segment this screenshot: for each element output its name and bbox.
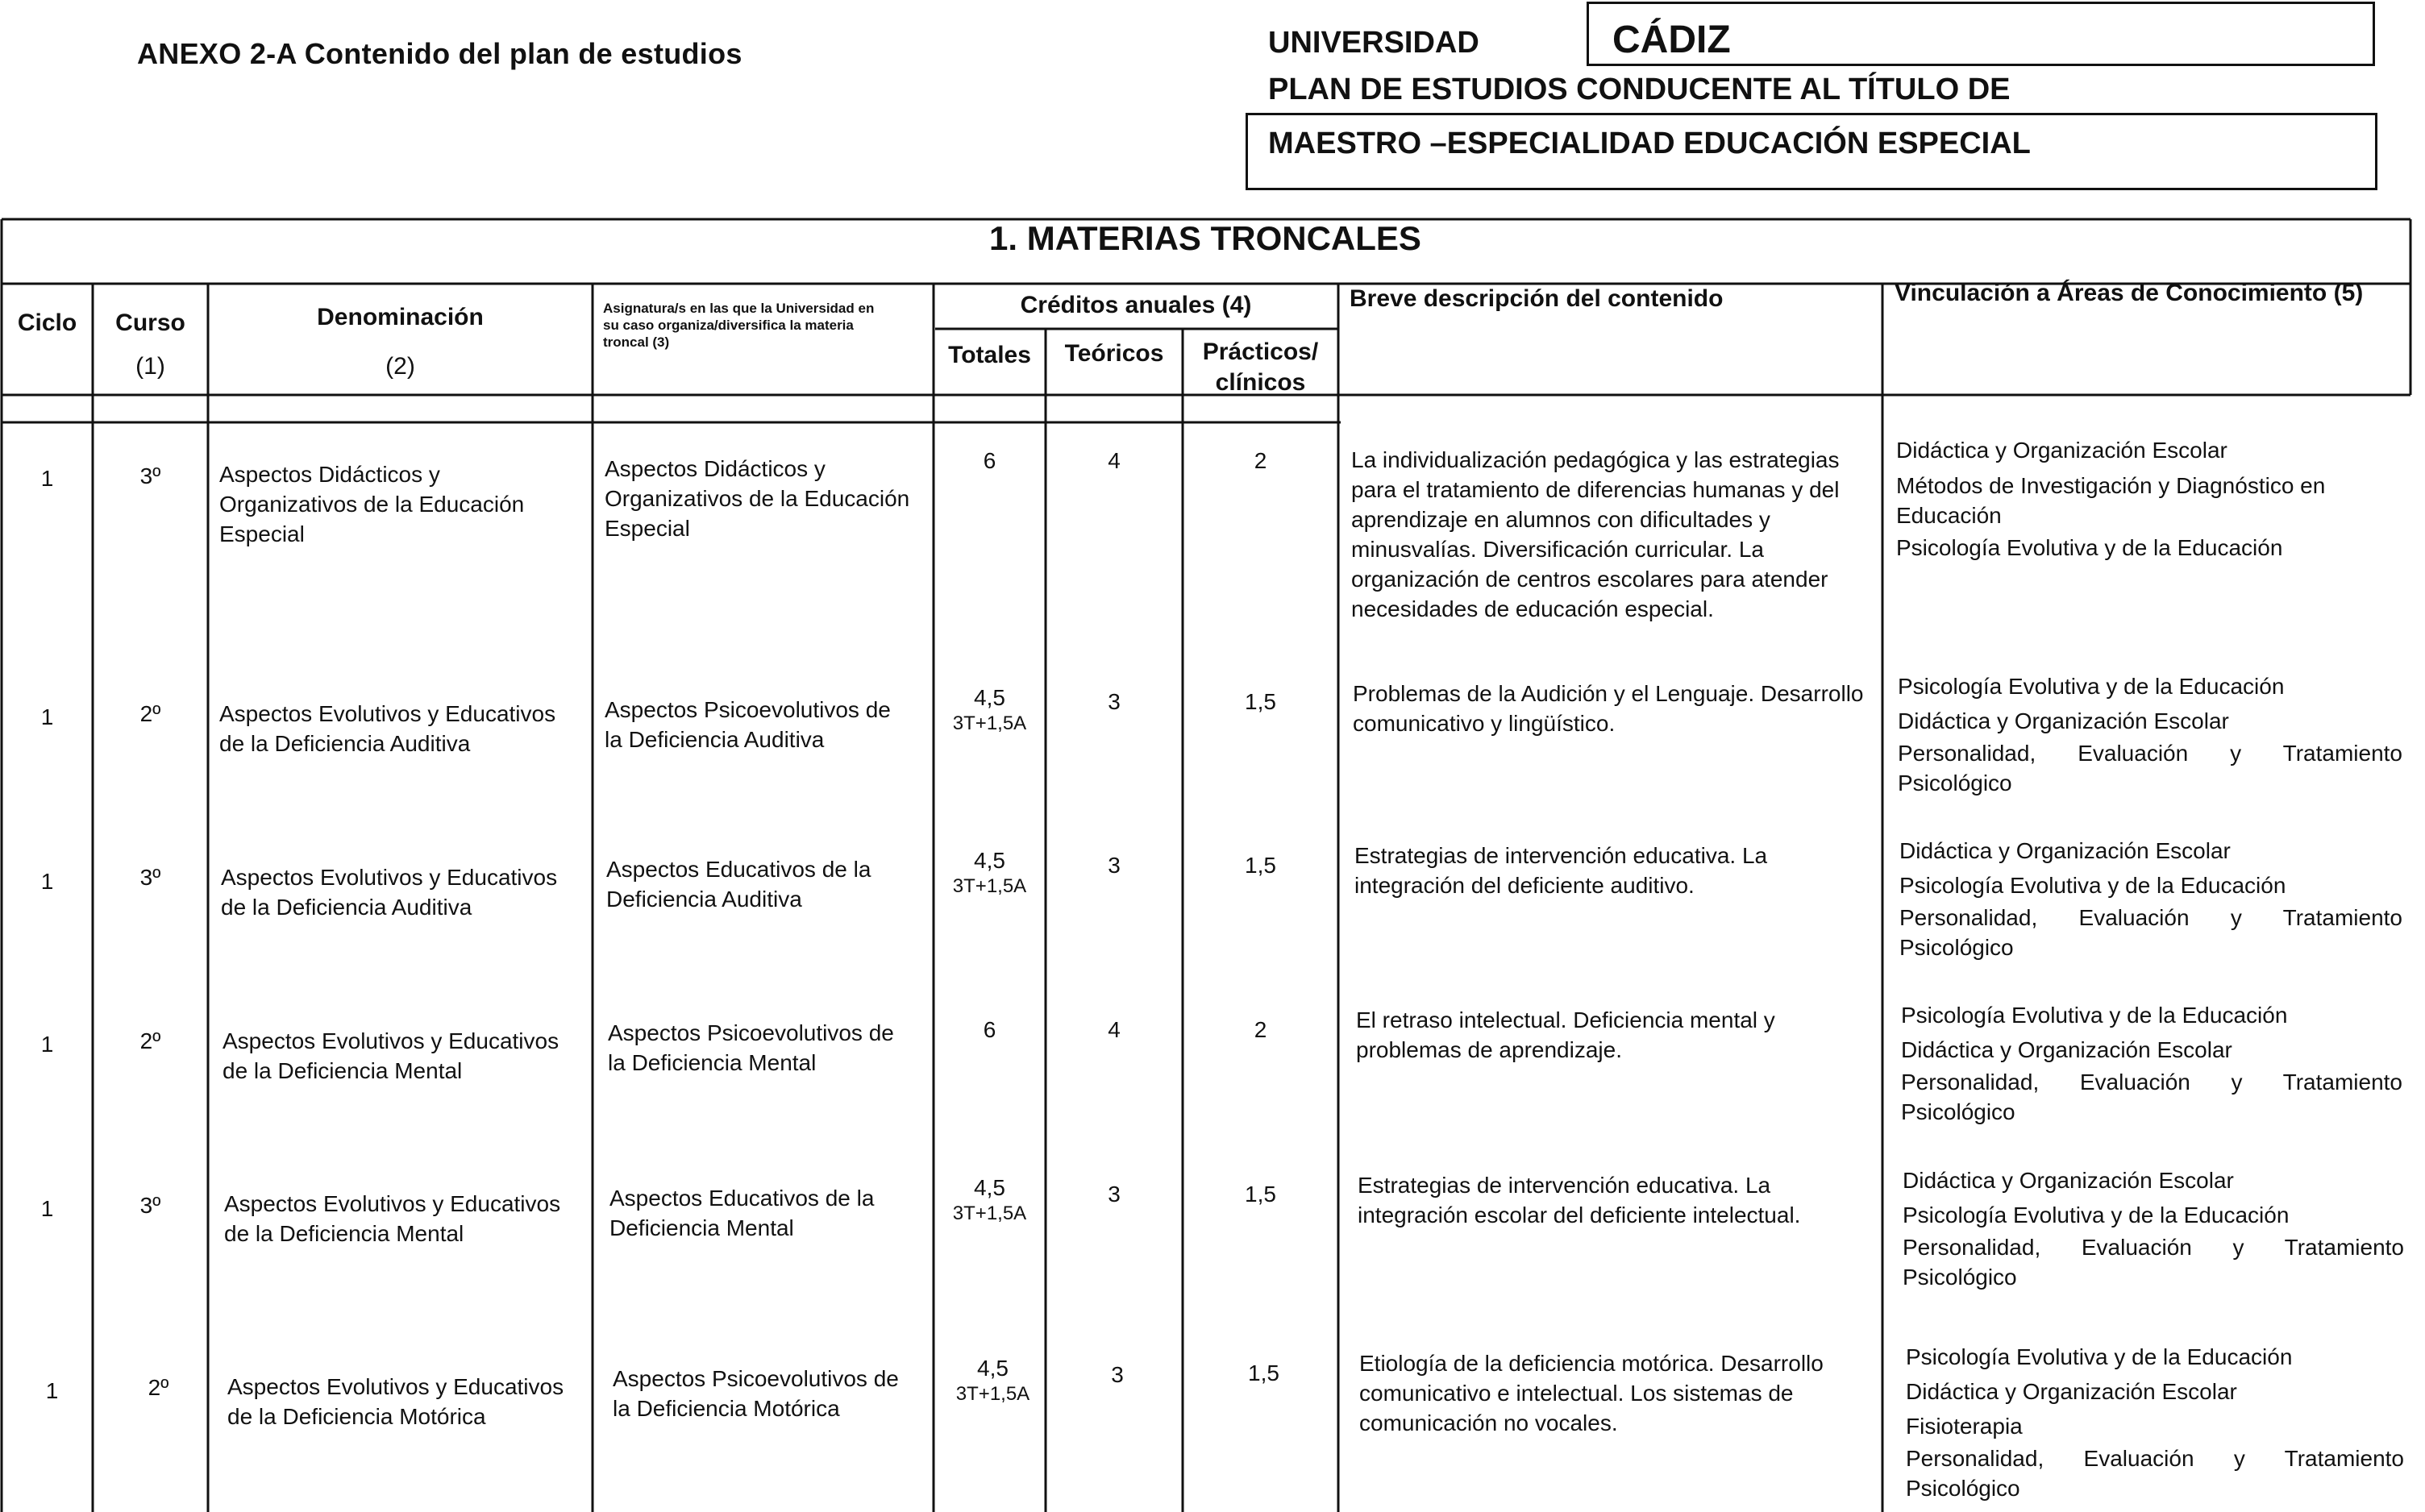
cell-practicos: 1,5 — [1248, 1360, 1279, 1385]
cell-descripcion: Etiología de la deficiencia motórica. Desarrollo comunicativo e intelectual. Los sistemas de comunicación no vocales. — [1359, 1351, 1824, 1435]
area-item: Fisioterapia — [1906, 1414, 2023, 1439]
cell-teoricos: 4 — [1108, 1017, 1121, 1042]
cell-totales: 6 — [983, 448, 996, 473]
cell-teoricos: 3 — [1108, 1182, 1121, 1207]
cell-curso: 2º — [139, 701, 161, 726]
area-item: Personalidad, Evaluación y Tratamiento Psicológico — [1901, 1070, 2402, 1124]
university-label: UNIVERSIDAD — [1268, 26, 1479, 60]
area-item: Psicología Evolutiva y de la Educación — [1898, 674, 2285, 699]
cell-descripcion: Problemas de la Audición y el Lenguaje. Desarrollo comunicativo y lingüístico. — [1353, 681, 1864, 736]
area-item: Psicología Evolutiva y de la Educación — [1899, 873, 2286, 898]
cell-asignatura: Aspectos Educativos de la Deficiencia Mental — [609, 1186, 875, 1240]
area-item: Didáctica y Organización Escolar — [1901, 1037, 2232, 1062]
cell-ciclo: 1 — [40, 704, 54, 729]
header-vinculacion: Vinculación a Áreas de Conocimiento (5) — [1895, 280, 2364, 306]
cell-practicos: 1,5 — [1245, 689, 1276, 714]
area-item: Didáctica y Organización Escolar — [1906, 1379, 2237, 1404]
header-practicos: Prácticos/ clínicos — [1202, 339, 1319, 396]
cell-teoricos: 3 — [1111, 1362, 1124, 1387]
cell-denominacion: Aspectos Evolutivos y Educativos de la Deficiencia Motórica — [227, 1374, 564, 1429]
plan-line: PLAN DE ESTUDIOS CONDUCENTE AL TÍTULO DE — [1268, 73, 2011, 106]
header-denominacion: Denominación — [317, 304, 484, 330]
cell-totales-detail: 3T+1,5A — [952, 875, 1027, 897]
header-curso: Curso — [115, 309, 185, 336]
cell-teoricos: 3 — [1108, 689, 1121, 714]
cell-practicos: 1,5 — [1245, 853, 1276, 878]
cell-denominacion: Aspectos Evolutivos y Educativos de la Deficiencia Mental — [223, 1028, 559, 1083]
area-item: Personalidad, Evaluación y Tratamiento Psicológico — [1903, 1235, 2404, 1290]
cell-descripcion: La individualización pedagógica y las estrategias para el tratamiento de diferencias humanas y del aprendizaje en alumnos con dificultades y minusvalías. Diversificación curricular. La organización de centros escolares para atender necesidades de educación especial. — [1351, 447, 1840, 621]
cell-ciclo: 1 — [40, 1032, 54, 1057]
cell-curso: 2º — [139, 1028, 161, 1053]
area-item: Didáctica y Organización Escolar — [1899, 838, 2231, 863]
cell-totales-detail: 3T+1,5A — [952, 1203, 1027, 1224]
cell-totales: 4,5 — [974, 1175, 1005, 1200]
cell-curso: 3º — [139, 463, 161, 488]
header-denominacion-note: (2) — [385, 353, 415, 380]
cell-denominacion: Aspectos Didácticos y Organizativos de la Educación Especial — [219, 462, 525, 546]
header-teoricos: Teóricos — [1064, 340, 1164, 367]
cell-totales-detail: 3T+1,5A — [955, 1383, 1030, 1405]
header-ciclo: Ciclo — [17, 309, 77, 336]
cell-denominacion: Aspectos Evolutivos y Educativos de la Deficiencia Mental — [224, 1191, 561, 1246]
cell-areas — [1901, 998, 2402, 1127]
cell-descripcion: Estrategias de intervención educativa. La integración del deficiente auditivo. — [1354, 843, 1768, 898]
university-name: CÁDIZ — [1612, 19, 1731, 61]
cell-curso: 3º — [139, 1193, 161, 1218]
degree-title: MAESTRO –ESPECIALIDAD EDUCACIÓN ESPECIAL — [1268, 127, 2031, 160]
header-asignatura: Asignatura/s en las que la Universidad en su caso organiza/diversifica la materia troncal (3) — [603, 301, 875, 350]
cell-areas — [1903, 1163, 2404, 1292]
area-item: Métodos de Investigación y Diagnóstico en Educación — [1896, 473, 2326, 528]
header-curso-note: (1) — [135, 353, 165, 380]
cell-areas — [1899, 833, 2402, 962]
cell-totales: 6 — [983, 1017, 996, 1042]
cell-areas — [1898, 669, 2402, 798]
cell-descripcion: Estrategias de intervención educativa. La integración escolar del deficiente intelectual. — [1358, 1173, 1801, 1227]
area-item: Psicología Evolutiva y de la Educación — [1896, 535, 2283, 560]
cell-denominacion: Aspectos Evolutivos y Educativos de la Deficiencia Auditiva — [219, 701, 556, 756]
cell-teoricos: 3 — [1108, 853, 1121, 878]
cell-areas — [1906, 1340, 2404, 1503]
cell-curso: 2º — [148, 1375, 169, 1400]
cell-totales: 4,5 — [974, 685, 1005, 710]
area-item: Didáctica y Organización Escolar — [1903, 1168, 2234, 1193]
cell-totales-detail: 3T+1,5A — [952, 712, 1027, 734]
header-totales: Totales — [948, 342, 1031, 368]
area-item: Psicología Evolutiva y de la Educación — [1906, 1344, 2293, 1369]
cell-asignatura: Aspectos Educativos de la Deficiencia Auditiva — [606, 857, 871, 912]
cell-descripcion: El retraso intelectual. Deficiencia mental y problemas de aprendizaje. — [1356, 1007, 1775, 1062]
cell-asignatura: Aspectos Psicoevolutivos de la Deficiencia Auditiva — [605, 697, 891, 752]
area-item: Psicología Evolutiva y de la Educación — [1901, 1003, 2288, 1028]
header-descripcion: Breve descripción del contenido — [1350, 285, 1724, 312]
cell-ciclo: 1 — [40, 869, 54, 894]
header-creditos: Créditos anuales (4) — [1020, 292, 1252, 318]
cell-areas — [1896, 433, 2412, 565]
cell-totales: 4,5 — [977, 1356, 1009, 1381]
cell-practicos: 2 — [1254, 448, 1267, 473]
cell-asignatura: Aspectos Psicoevolutivos de la Deficiencia Mental — [608, 1020, 894, 1075]
cell-practicos: 2 — [1254, 1017, 1267, 1042]
cell-asignatura: Aspectos Psicoevolutivos de la Deficiencia Motórica — [613, 1366, 899, 1421]
cell-asignatura: Aspectos Didácticos y Organizativos de la Educación Especial — [605, 456, 910, 541]
area-item: Personalidad, Evaluación y Tratamiento Psicológico — [1898, 741, 2402, 795]
cell-practicos: 1,5 — [1245, 1182, 1276, 1207]
area-item: Personalidad, Evaluación y Tratamiento Psicológico — [1899, 905, 2402, 960]
area-item: Personalidad, Evaluación y Tratamiento Psicológico — [1906, 1446, 2404, 1501]
cell-curso: 3º — [139, 865, 161, 890]
cell-ciclo: 1 — [40, 466, 54, 491]
area-item: Didáctica y Organización Escolar — [1898, 708, 2229, 733]
cell-totales: 4,5 — [974, 848, 1005, 873]
cell-denominacion: Aspectos Evolutivos y Educativos de la Deficiencia Auditiva — [221, 865, 558, 920]
cell-ciclo: 1 — [40, 1196, 54, 1221]
area-item: Psicología Evolutiva y de la Educación — [1903, 1203, 2290, 1227]
cell-teoricos: 4 — [1108, 448, 1121, 473]
annex-title: ANEXO 2-A Contenido del plan de estudios — [137, 37, 742, 70]
area-item: Didáctica y Organización Escolar — [1896, 438, 2227, 463]
section-title: 1. MATERIAS TRONCALES — [989, 219, 1421, 257]
cell-ciclo: 1 — [45, 1378, 59, 1403]
